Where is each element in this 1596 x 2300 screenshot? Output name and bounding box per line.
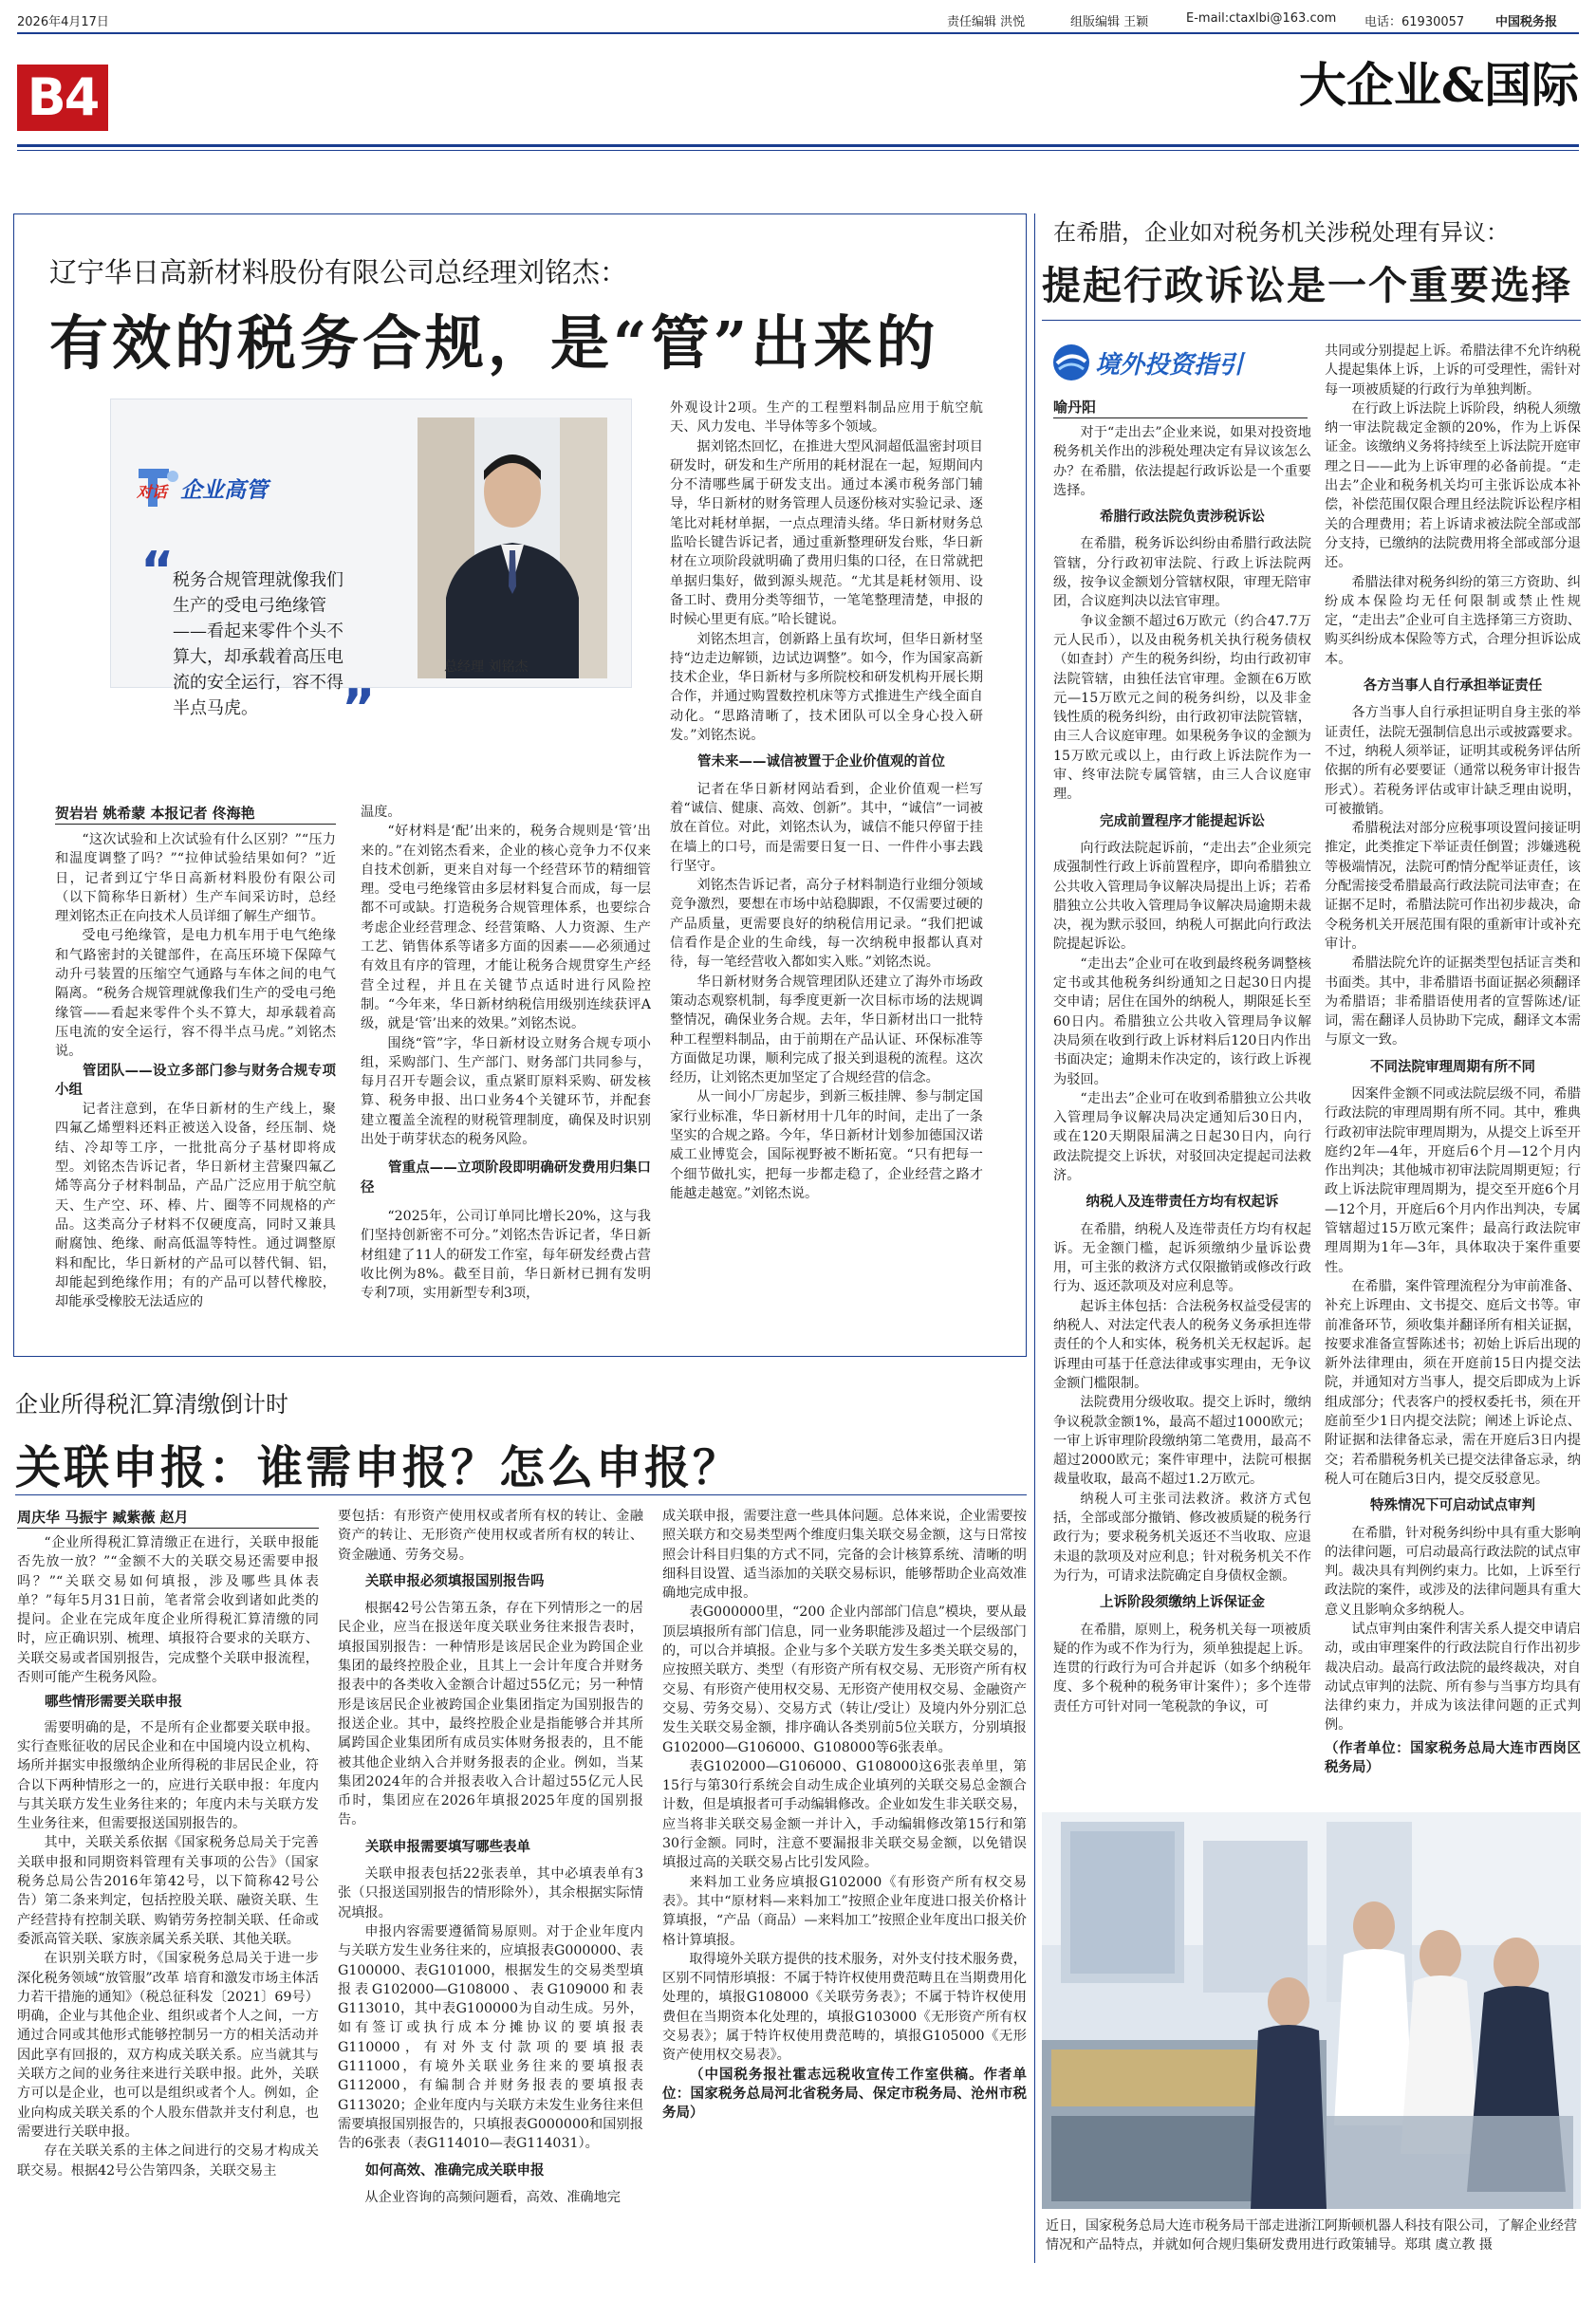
paragraph: 据刘铭杰回忆，在推进大型风洞超低温密封项目研发时，研发和生产所用的耗材混在一起，短期间内分不清哪些属于研发支出。通过本溪市税务部门辅导，华日新材的财务管理人员逐份核对实验记录、逐笔比对耗材单据，一点点理清头绪。华日新材财务总监哈长键告诉记者，通过重新整理研发台账，华日新材在立项阶段就明确了费用归集的口径，在日常就把单据归集好，做到源头规范。“尤其是耗材领用、设备工时、费用分类等细节，一笔笔整理清楚，申报的时候心里更有底。”哈长键说。 (670, 438, 983, 628)
paragraph: 从企业咨询的高频问题看，高效、准确地完 (364, 2189, 621, 2205)
paragraph: 试点审判由案件利害关系人提交申请启动，或由审理案件的行政法院自行作出初步裁决启动。最高行政法院的最终裁决，对自动试点审判的法院、所有参与当事方均具有法律约束力，并成为该法律问题的正式判例。 (1325, 1622, 1581, 1734)
column-banner-label: 境外投资指引 (1095, 351, 1244, 380)
subheading: 如何高效、准确完成关联申报 (365, 2162, 545, 2179)
column-logo-prefix: 对话 (137, 483, 168, 501)
article3-col2 (338, 1507, 643, 2285)
article3-byline: 周庆华 马振宇 臧紫薇 赵月 (17, 1509, 189, 1526)
paragraph: 各方当事人自行承担证明自身主张的举证责任，法院无强制信息出示或披露要求。不过，纳税人须举证，证明其或税务评估所依据的所有必要要证（通常以税务审计报告形式）。若税务评估或审计缺乏理由说明，可被撤销。 (1325, 705, 1581, 817)
paragraph: 希腊税法对部分应税事项设置问接证明推定，此类推定下举证责任倒置；涉嫌逃税等极端情况，法院可酌情分配举证责任，该分配需接受希腊最高行政法院司法审查；在证据不足时，希腊法院可作出初步裁决，命令税务机关开展范围有限的重新审计或补充审计。 (1325, 821, 1581, 952)
column-divider (1034, 213, 1035, 2263)
byline-rule (55, 824, 336, 825)
paragraph: 申报内容需要遵循简易原则。对于企业年度内与关联方发生业务往来的，应填报表G000000、表G100000、表G101000，根据发生的交易类型填报表G102000—G108000、表G109000和表G113010，其中表G100000为自动生成。另外，如有签订或执行成本分摊协议的要填报表G110000，有对外支付款项的要填报表G111000，有境外关联业务往来的要填报表G112000，有编制合并财务报表的要填报表G113020；企业年度内与关联方未发生业务往来但需要填报国别报告的，只填报表G000000和国别报告的6张表（表G114010—表G114031）。 (338, 1923, 643, 2152)
subheading: 上诉阶段须缴纳上诉保证金 (1100, 1595, 1265, 1611)
paragraph: 需要明确的是，不是所有企业都要关联申报。实行查账征收的居民企业和在中国境内设立机构、场所并据实申报缴纳企业所得税的非居民企业，符合以下两种情形之一的，应进行关联申报：年度内与其关联方发生业务往来的；年度内未与关联方发生业务往来，但需要报送国别报告的。 (17, 1719, 319, 1832)
subheading: 纳税人及连带责任方均有权起诉 (1086, 1195, 1279, 1211)
subheading: 关联申报必须填报国别报告吗 (365, 1573, 545, 1589)
paragraph: “这次试验和上次试验有什么区别？”“压力和温度调整了吗？”“拉伸试验结果如何？”近日，记者到辽宁华日高新材料股份有限公司（以下简称华日新材）生产车间采访时，总经理刘铭杰正在向技术人员详细了解生产细节。 (55, 832, 336, 925)
paragraph: 存在关联关系的主体之间进行的交易才构成关联交易。根据42号公告第四条，关联交易主 (17, 2143, 319, 2179)
paragraph: 希腊法院允许的证据类型包括证言类和书面类。其中，非希腊语书面证据必须翻译为希腊语；非希腊语使用者的宣誓陈述/证词，需在翻译人员协助下完成，翻译文本需与原文一致。 (1325, 955, 1581, 1048)
paragraph: 刘铭杰坦言，创新路上虽有坎坷，但华日新材坚持“边走边解锁，边试边调整”。如今，作为国家高新技术企业，华日新材与多所院校和研发机构开展长期合作，并通过购置数控机床等方式推进生产线全面自动化。“思路清晰了，技术团队可以全身心投入研发。”刘铭杰说。 (670, 631, 983, 744)
subheading: 关联申报需要填写哪些表单 (365, 1839, 530, 1855)
paragraph: 外观设计2项。生产的工程塑料制品应用于航空航天、风力发电、半导体等多个领域。 (670, 400, 983, 436)
paragraph: 共同或分别提起上诉。希腊法律不允许纳税人提起集体上诉，上诉的可受理性，需针对每一项被质疑的行政行为单独判断。 (1325, 343, 1581, 398)
paragraph: 向行政法院起诉前，“走出去”企业须完成强制性行政上诉前置程序，即向希腊独立公共收入管理局争议解决局提出上诉；若希腊独立公共收入管理局争议解决局逾期未裁决，视为默示驳回，纳税人可据此向行政法院提起诉讼。 (1053, 840, 1311, 953)
paragraph: 要包括：有形资产使用权或者所有权的转让、金融资产的转让、无形资产使用权或者所有权的转让、资金融通、劳务交易。 (338, 1509, 643, 1563)
paragraph: 因案件金额不同或法院层级不同，希腊行政法院的审理周期有所不同。其中，雅典行政初审法院审理周期为，从提交上诉至开庭约2年—4年，开庭后6个月—12个月内作出判决；其他城市初审法院周期更短；行政上诉法院审理周期为，提交至开庭6个月—12个月，开庭后6个月内作出判决，专属管辖超过15万欧元案件；最高行政法院审理周期为1年—3年，具体取决于案件重要性。 (1325, 1085, 1581, 1275)
subheading: 哪些情形需要关联申报 (45, 1695, 182, 1711)
paper-name: 中国税务报 (1495, 15, 1558, 29)
article3-col3 (662, 1507, 1027, 2285)
column-logo (131, 463, 321, 512)
contact-phone: 电话：61930057 (1364, 15, 1465, 29)
column-logo-label: 企业高管 (180, 478, 268, 503)
article1-byline: 贺岩岩 姚希蒙 本报记者 佟海艳 (55, 805, 255, 822)
paragraph: “好材料是‘配’出来的，税务合规则是‘管’出来的。”在刘铭杰看来，企业的核心竞争力不仅来自技术创新，更来自对每一个经营环节的精细管理。受电弓绝缘管由多层材料复合而成，每一层都不可或缺。打造税务合规管理体系，也要综合考虑企业经营理念、经营策略、人力资源、生产工艺、销售体系等诸多方面的因素——必须通过有效且有序的管理，才能让税务合规贯穿生产经营全过程，并且在关键节点适时进行风险控制。“今年来，华日新材纳税信用级别连续获评A级，就是‘管’出来的效果。”刘铭杰说。 (361, 824, 651, 1032)
paragraph: 记者在华日新材网站看到，企业价值观一栏写着“诚信、健康、高效、创新”。其中，“诚信”一词被放在首位。对此，刘铭杰认为，诚信不能只停留于挂在墙上的口号，而是需要日复一日、一件件小事去践行坚守。 (670, 781, 983, 874)
paragraph: 表G000000里，“200 企业内部部门信息”模块，要从最顶层填报所有部门信息，同一业务职能涉及超过一个层级部门的，可以合并填报。企业与多个关联方发生多类关联交易的，应按照关联方、类型（有形资产所有权交易、无形资产所有权交易、有形资产使用权交易、无形资产使用权交易、金融资产交易、劳务交易）、交易方式（转让/受让）及境内外分别汇总发生关联交易金额，排序确认各类别前5位关联方，分别填报G102000—G106000、G108000等6张表单。 (662, 1604, 1027, 1755)
paragraph: 法院费用分级收取。提交上诉时，缴纳争议税款金额1%，最高不超过1000欧元；一审上诉审理阶段缴纳第二笔费用，最高不超过2000欧元；案件审理中，法院可根据裁量收取，最高不超过1.2万欧元。 (1053, 1395, 1311, 1488)
responsible-editor: 责任编辑 洪悦 (947, 15, 1026, 29)
paragraph: 刘铭杰告诉记者，高分子材料制造行业细分领域竞争激烈，要想在市场中站稳脚跟，不仅需要过硬的产品质量，更需要良好的纳税信用记录。“我们把诚信看作是企业的生命线，每一次纳税申报都认真对待，每一笔经营收入都如实入账。”刘铭杰说。 (670, 878, 983, 971)
article2-kicker: 在希腊，企业如对税务机关涉税处理有异议： (1053, 219, 1509, 246)
contact-email[interactable]: E-mail:ctaxlbi@163.com (1186, 11, 1337, 26)
masthead-strip (17, 8, 1579, 32)
column-banner (1051, 340, 1298, 385)
paragraph: 纳税人可主张司法救济。救济方式包括，全部或部分撤销、修改被质疑的税务行政行为；要求税务机关返还不当收取、应退未退的款项及对应利息；针对税务机关不作为行为，可请求法院确定自身债权金额。 (1053, 1491, 1311, 1584)
article3-col1 (17, 1533, 319, 2283)
subheading: 希腊行政法院负责涉税诉讼 (1100, 510, 1265, 526)
section-title: 大企业&国际 (1298, 57, 1579, 113)
subheading: 管团队——设立多部门参与财务合规专项小组 (55, 1063, 336, 1098)
paragraph: 围绕“管”字，华日新材设立财务合规专项小组，采购部门、生产部门、财务部门共同参与，每月召开专题会议，重点紧盯原料采购、研发核算、税务申报、出口业务4个关键环节，并配套建立覆盖全流程的财税管理制度，确保及时识别出处于萌芽状态的税务风险。 (361, 1035, 651, 1148)
author-affiliation: （作者单位：国家税务总局大连市西岗区税务局） (1325, 1740, 1581, 1776)
article1-col3 (670, 399, 983, 1343)
paragraph: 在希腊，纳税人及连带责任方均有权起诉。无金额门槛，起诉须缴纳少量诉讼费用，可主张的救济方式仅限撤销或修改行政行为、返还款项及对应利息等。 (1053, 1221, 1311, 1295)
paragraph: 记者注意到，在华日新材的生产线上，聚四氟乙烯塑料还料正被送入设备，经压制、烧结、冷却等工序，一批批高分子基材即将成型。刘铭杰告诉记者，华日新材主营聚四氟乙烯等高分子材料制品，产品广泛应用于航空航天、生产空、环、棒、片、圈等不同规格的产品。这类高分子材料不仅硬度高，同时又兼具耐腐蚀、绝缘、耐高低温等特性。通过调整原料和配比，华日新材的产品可以替代铜、铝，却能起到绝缘作用；有的产品可以替代橡胶，却能承受橡胶无法适应的 (55, 1102, 336, 1310)
article2-byline: 喻丹阳 (1053, 399, 1097, 416)
top-rule (17, 32, 1579, 34)
paragraph: 在希腊，原则上，税务机关每一项被质疑的作为或不作为行为，须单独提起上诉。连贯的行政行为可合并起诉（如多个纳税年度、多个税种的税务审计案件）；多个连带责任方可针对同一笔税款的争议，可 (1053, 1622, 1311, 1715)
article3-headline: 关联申报：谁需申报？怎么申报？ (15, 1441, 742, 1494)
subheading: 各方当事人自行承担举证责任 (1363, 678, 1543, 695)
factory-visit-photo (1042, 1812, 1581, 2209)
globe-icon (1051, 343, 1091, 382)
paragraph: 在希腊，税务诉讼纠纷由希腊行政法院管辖，分行政初审法院、行政上诉法院两级，按争议金额划分管辖权限，审理无陪审团，合议庭判决以法官审理。 (1053, 536, 1311, 610)
paragraph: 其中，关联关系依据《国家税务总局关于完善关联申报和同期资料管理有关事项的公告》（国家税务总局公告2016年第42号，以下简称42号公告）第二条来判定，包括控股关联、融资关联、生产经营持有控制关联、购销劳务控制关联、任命或委派高管关联、家族亲属关系关联、其他关联。 (17, 1835, 319, 1947)
paragraph: 在希腊，案件管理流程分为审前准备、补充上诉理由、文书提交、庭后文书等。审前准备环节，须收集并翻译所有相关证据，按要求准备宣誓陈述书；初始上诉后出现的新外法律理由，须在开庭前15日内提交法院，并通知对方当事人，提交后即成为上诉组成部分；代表客户的授权委托书，须在开庭前至少1日内提交法院；阐述上诉论点、附证据和法律备忘录，需在开庭后3日内提交；若希腊税务机关已提交法律备忘录，纳税人可在随后3日内，提交反驳意见。 (1325, 1278, 1581, 1487)
photo-caption: 近日，国家税务总局大连市税务局干部走进浙江阿斯顿机器人科技有限公司，了解企业经营情况和产品特点，并就如何合规归集研发费用进行政策辅导。郑琪 虞立教 摄 (1046, 2218, 1577, 2253)
article3-kicker: 企业所得税汇算清缴倒计时 (15, 1391, 288, 1418)
paragraph: 受电弓绝缘管，是电力机车用于电气绝缘和气路密封的关键部件，在高压环境下保障气动升弓装置的压缩空气通路与车体之间的电气隔离。“税务合规管理就像我们生产的受电弓绝缘管——看起来零件个头不算大，却承载着高压电流的安全运行，容不得半点马虎。”刘铭杰说。 (55, 928, 336, 1060)
header-rule (17, 144, 1579, 147)
paragraph: 从一间小厂房起步，到新三板挂牌、参与制定国家行业标准，华日新材用十几年的时间，走出了一条坚实的合规之路。今年，华日新材计划参加德国汉诺威工业博览会，国际视野被不断拓宽。“只有把每一个细节做扎实，把每一步都走稳了，企业经营之路才能越走越宽。”刘铭杰说。 (670, 1089, 983, 1201)
header-rule-thin (17, 150, 1579, 151)
subheading: 管重点——立项阶段即明确研发费用归集口径 (361, 1160, 651, 1196)
paragraph: 希腊法律对税务纠纷的第三方资助、纠纷成本保险均无任何限制或禁止性规定，“走出去”企业可自主选择第三方资助、购买纠纷成本保险等方式，合理分担诉讼成本。 (1325, 574, 1581, 667)
subheading: 特殊情况下可启动试点审判 (1370, 1498, 1535, 1514)
article2-rule (1042, 320, 1581, 321)
paragraph: 起诉主体包括：合法税务权益受侵害的纳税人、对法定代表人的税务义务承担连带责任的个人和实体，税务机关无权起诉。起诉理由可基于任意法律或事实理由，无争议金额门槛限制。 (1053, 1298, 1311, 1391)
subheading: 管未来——诚信被置于企业价值观的首位 (697, 754, 945, 770)
byline-rule (1053, 417, 1308, 418)
paragraph: “走出去”企业可在收到希腊独立公共收入管理局争议解决局决定通知后30日内，或在120天期限届满之日起30日内，向行政法院提交上诉状，对驳回决定提起司法救济。 (1053, 1090, 1311, 1183)
paragraph: 对于“走出去”企业来说，如果对投资地税务机关作出的涉税处理决定有异议该怎么办？在希腊，依法提起行政诉讼是一个重要选择。 (1053, 425, 1311, 498)
paragraph: 关联申报表包括22张表单，其中必填表单有3张（只报送国别报告的情形除外），其余根据实际情况填报。 (338, 1866, 643, 1920)
paragraph: 温度。 (361, 805, 401, 820)
quote-open-icon: “ (140, 541, 175, 601)
article1-col1 (55, 830, 336, 1343)
paragraph: 根据42号公告第五条，存在下列情形之一的居民企业，应当在报送年度关联业务往来报告表时，填报国别报告：一种情形是该居民企业为跨国企业集团的最终控股企业，且其上一会计年度合并财务报表中的各类收入金额合计超过55亿元；另一种情形是该居民企业被跨国企业集团指定为国别报告的报送企业。其中，最终控股企业是指能够合并其所属跨国企业集团所有成员实体财务报表的，且不能被其他企业纳入合并财务报表的企业。例如，当某集团2024年的合并报表收入合计超过55亿元人民币时，集团应在2026年填报2025年度的国别报告。 (338, 1601, 643, 1828)
paragraph: 来料加工业务应填报G102000《有形资产所有权交易表》。其中“原材料—来料加工”按照企业年度进口报关价格计算填报，“产品（商品）—来料加工”按照企业年度出口报关价格计算填报。 (662, 1874, 1027, 1948)
quote-close-icon: ” (342, 678, 376, 738)
article3-rule (15, 1494, 1027, 1495)
paragraph: 表G102000—G106000、G108000这6张表单里，第15行与第30行系统会自动生成企业填列的关联交易总金额合计数，但是填报者可手动编辑修改。企业如发生非关联交易，应当将非关联交易金额一并计入，手动编辑修改第15行和第30行金额。同时，注意不要漏报非关联交易金额，以免错误填报过高的关联交易占比引发风险。 (662, 1758, 1027, 1871)
page-code: B4 (17, 65, 108, 131)
executive-portrait (418, 417, 607, 678)
article2-col1 (1053, 423, 1311, 1790)
paragraph: 成关联申报，需要注意一些具体问题。总体来说，企业需要按照关联方和交易类型两个维度归集关联交易金额，这与日常按照会计科目归集的方式不同，完备的会计核算系统、清晰的明细科目设置、适当添加的关联交易标识，能够帮助企业高效准确地完成申报。 (662, 1509, 1027, 1602)
paragraph: 在行政上诉法院上诉阶段，纳税人须缴纳一审法院裁定金额的20%，作为上诉保证金。该缴纳义务将持续至上诉法院开庭审理之日——此为上诉审理的必备前提。“走出去”企业和税务机关均可主张诉讼成本补偿，补偿范围仅限合理且经法院诉讼程序相关的合理费用；若上诉请求被法院全部或部分支持，已缴纳的法院费用将全部或部分退还。 (1325, 400, 1581, 571)
article2-headline: 提起行政诉讼是一个重要选择 (1042, 263, 1572, 308)
paragraph: 争议金额不超过6万欧元（约合47.7万元人民币），以及由税务机关执行税务债权（如查封）产生的税务纠纷，均由行政初审法院管辖，由独任法官审理。金额在6万欧元—15万欧元之间的税务纠纷，以及非金钱性质的税务纠纷，由行政初审法院管辖，由三人合议庭审理。如果税务争议的金额为15万欧元或以上，由行政上诉法院作为一审、终审法院专属管辖，由三人合议庭审理。 (1053, 613, 1311, 803)
paragraph: 在识别关联方时，《国家税务总局关于进一步深化税务领域“放管服”改革 培育和激发市场主体活力若干措施的通知》（税总征科发〔2021〕69号）明确，企业与其他企业、组织或者个人之间，一方通过合同或其他形式能够控制另一方的相关活动并因此享有回报的，双方构成关联关系。应当就其与关联方之间的业务往来进行关联申报。此外，关联方可以是企业，也可以是组织或者个人。例如，企业向构成关联关系的个人股东借款并支付利息，也需要进行关联申报。 (17, 1951, 319, 2140)
subheading: 完成前置程序才能提起诉讼 (1100, 813, 1265, 829)
article1-col2 (361, 803, 651, 1344)
pull-quote: 税务合规管理就像我们生产的受电弓绝缘管——看起来零件个头不算大，却承载着高压电流的安全运行，容不得半点马虎。 (173, 570, 343, 718)
article2-col2 (1325, 342, 1581, 1803)
paragraph: “走出去”企业可在收到最终税务调整核定书或其他税务纠纷通知之日起30日内提交申请；居住在国外的纳税人，期限延长至60日内。希腊独立公共收入管理局争议解决局须在收到行政上诉材料后120日内作出书面决定；逾期未作决定的，该行政上诉视为驳回。 (1053, 955, 1311, 1087)
article-headline: 有效的税务合规，是“管”出来的 (49, 308, 939, 378)
paragraph: 在希腊，针对税务纠纷中具有重大影响的法律问题，可启动最高行政法院的试点审判。裁决具有判例约束力。比如，上诉至行政法院的案件，或涉及的法律问题具有重大意义且影响众多纳税人。 (1325, 1525, 1581, 1618)
portrait-caption: 总经理 刘铭杰 (444, 659, 529, 675)
issue-date: 2026年4月17日 (17, 15, 109, 29)
subheading: 不同法院审理周期有所不同 (1370, 1059, 1535, 1075)
byline-rule (17, 1528, 319, 1529)
paragraph: 华日新材财务合规管理团队还建立了海外市场政策动态观察机制，每季度更新一次目标市场的法规调整情况，确保业务合规。去年，华日新材出口一批特种工程塑料制品，由于前期在产品认证、环保标准等方面做足功课，顺利完成了报关到退税的流程。这次经历，让刘铭杰更加坚定了合规经营的信念。 (670, 974, 983, 1086)
paragraph: 取得境外关联方提供的技术服务，对外支付技术服务费，区别不同情形填报：不属于特许权使用费范畴且在当期费用化处理的，填报G108000《关联劳务表》；不属于特许权使用费但在当期资本化处理的，填报G103000《无形资产所有权交易表》；属于特许权使用费范畴的，填报G105000《无形资产使用权交易表》。 (662, 1951, 1027, 2064)
author-affiliation: （中国税务报社霍志远税收宣传工作室供稿。作者单位：国家税务总局河北省税务局、保定市税务局、沧州市税务局） (662, 2067, 1027, 2122)
layout-editor: 组版编辑 王颖 (1070, 15, 1149, 29)
paragraph: “企业所得税汇算清缴正在进行，关联申报能否先放一放？”“金额不大的关联交易还需要申报吗？”“关联交易如何填报，涉及哪些具体表单？”每年5月31日前，笔者常会收到诸如此类的提问。企业在完成年度企业所得税汇算清缴的同时，应正确识别、梳理、填报符合要求的关联方、关联交易或者国别报告，完成整个关联申报流程，否则可能产生税务风险。 (17, 1535, 319, 1686)
paragraph: “2025年，公司订单同比增长20%，这与我们坚持创新密不可分。”刘铭杰告诉记者，华日新材组建了11人的研发工作室，每年研发经费占营收比例为8%。截至目前，华日新材已拥有发明专利7项，实用新型专利3项， (361, 1208, 651, 1302)
article-kicker: 辽宁华日高新材料股份有限公司总经理刘铭杰： (49, 256, 628, 288)
